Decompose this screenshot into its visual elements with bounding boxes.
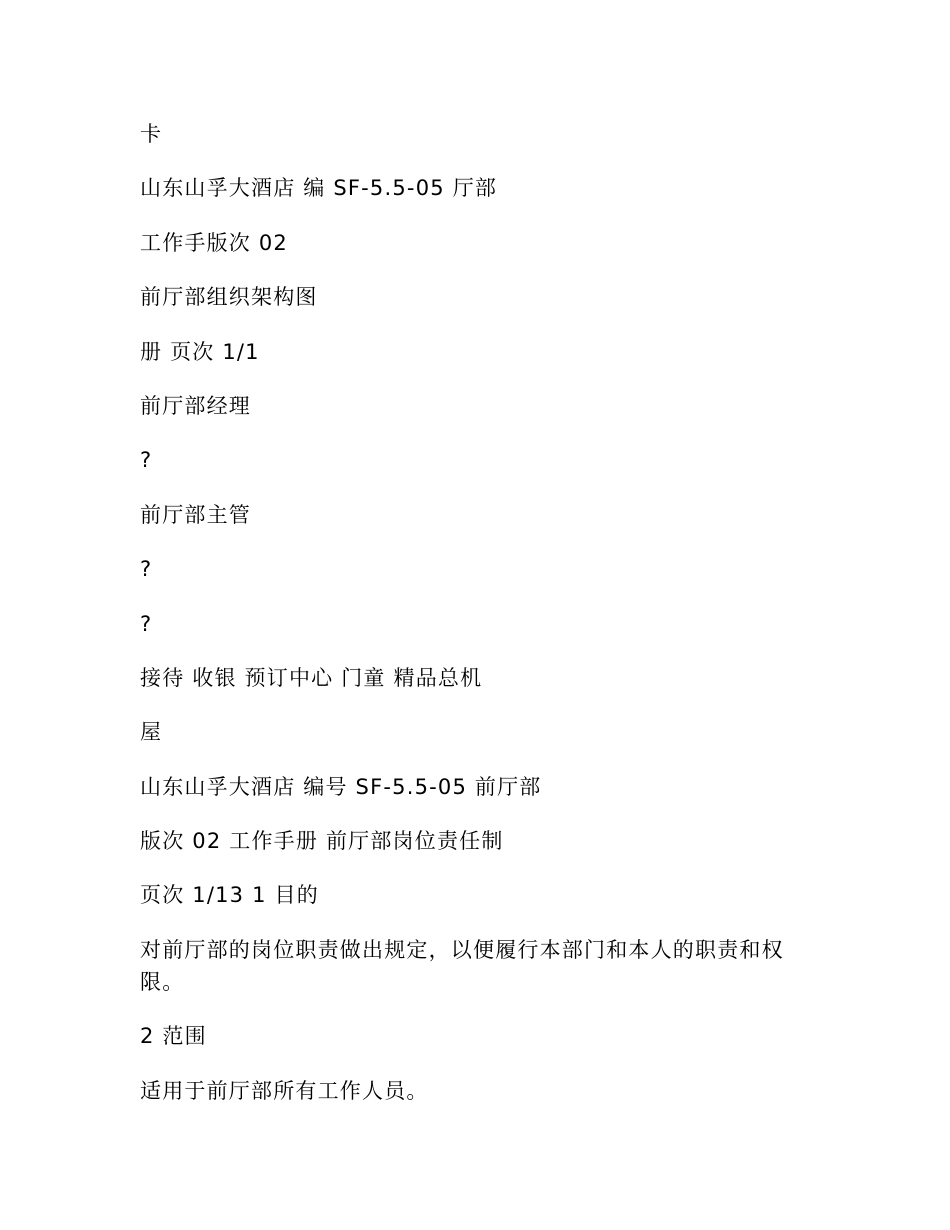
org-connector-1: ?	[140, 448, 153, 473]
header-page-line: 册 页次 1/1	[140, 339, 260, 364]
scope-paragraph: 适用于前厅部所有工作人员。	[140, 1078, 429, 1103]
org-chart-title: 前厅部组织架构图	[140, 285, 318, 310]
org-node-supervisor: 前厅部主管	[140, 502, 251, 527]
document-body	[140, 118, 805, 1129]
org-connector-2: ?	[140, 557, 153, 582]
org-node-teams: 接待 收银 预订中心 门童 精品总机	[140, 665, 483, 690]
header-hotel-code-line: 山东山孚大酒店 编 SF-5.5-05 厅部	[140, 176, 498, 201]
header-hotel-code-line-2: 山东山孚大酒店 编号 SF-5.5-05 前厅部	[140, 774, 542, 799]
text-line-house: 屋	[140, 720, 163, 745]
org-node-manager: 前厅部经理	[140, 393, 251, 418]
purpose-paragraph: 对前厅部的岗位职责做出规定，以便履行本部门和本人的职责和权限。	[140, 937, 784, 994]
section-scope-heading: 2 范围	[140, 1024, 207, 1049]
text-line-card: 卡	[140, 122, 163, 146]
header-manual-title-line: 版次 02 工作手册 前厅部岗位责任制	[140, 829, 504, 854]
header-version-line: 工作手版次 02	[140, 230, 288, 255]
org-connector-3: ?	[140, 611, 153, 636]
section-purpose-heading: 页次 1/13 1 目的	[140, 883, 319, 908]
